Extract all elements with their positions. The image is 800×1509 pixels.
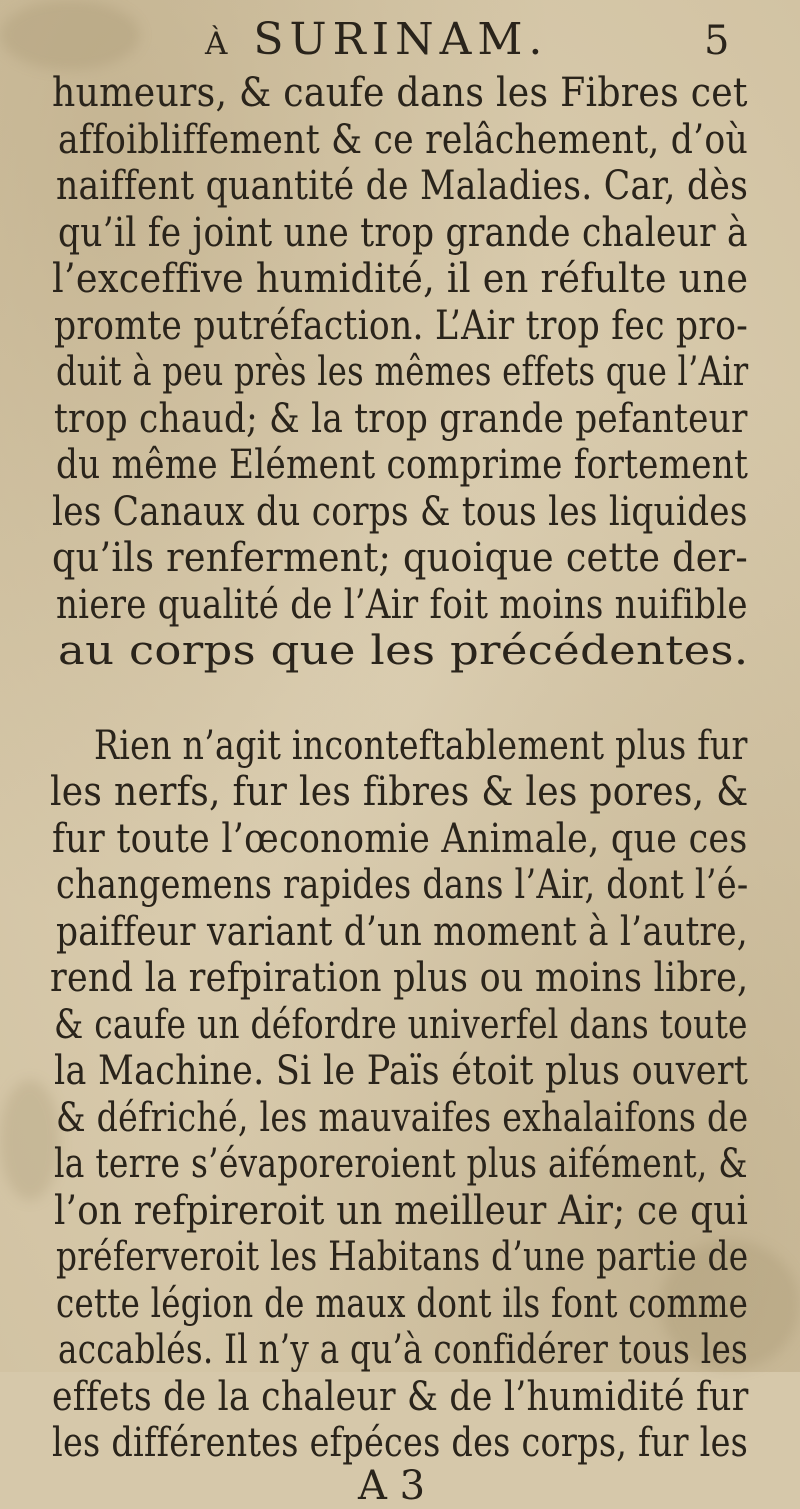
text-line: cette légion de maux dont ils font comme: [56, 1280, 749, 1327]
text-line: Rien n’agit inconteftablement plus fur: [94, 722, 748, 769]
text-line: la Machine. Si le Païs étoit plus ouvert: [54, 1048, 749, 1094]
text-line: effets de la chaleur & de l’humidité fur: [52, 1373, 749, 1420]
page-number: 5: [704, 18, 730, 64]
text-line: promte putréfaction. L’Air trop fec pro-: [54, 302, 749, 349]
text-line: changemens rapides dans l’Air, dont l’é-: [56, 862, 749, 908]
text-line: & défriché, les mauvaifes exhalaifons de: [56, 1094, 749, 1141]
text-line: niere qualité de l’Air foit moins nuifible: [56, 581, 748, 628]
text-line: l’on refpireroit un meilleur Air; ce qui: [54, 1187, 749, 1234]
text-line: duit à peu près les mêmes effets que l’Air: [56, 349, 749, 395]
text-line: paiffeur variant d’un moment à l’autre,: [56, 908, 748, 955]
text-line: affoibliffement & ce relâchement, d’où: [58, 116, 749, 163]
text-line: trop chaud; & la trop grande pefanteur: [54, 395, 748, 442]
text-line: qu’il fe joint une trop grande chaleur à: [58, 209, 748, 256]
text-line: qu’ils renferment; quoique cette der-: [52, 535, 748, 581]
text-line: humeurs, & caufe dans les Fibres cet: [52, 70, 748, 116]
text-line: les Canaux du corps & tous les liquides: [52, 488, 748, 535]
text-line: rend la refpiration plus ou moins libre,: [50, 955, 749, 1001]
text-line: préferveroit les Habitans d’une partie de: [56, 1234, 749, 1280]
text-line: fur toute l’œconomie Animale, que ces: [52, 815, 748, 862]
text-line: au corps que les précédentes.: [58, 628, 749, 674]
text-line: naiffent quantité de Maladies. Car, dès: [56, 163, 749, 209]
text-line: l’exceffive humidité, il en réfulte une: [52, 256, 749, 302]
signature-mark: A 3: [358, 1462, 426, 1509]
text-line: du même Elément comprime fortement: [56, 442, 749, 488]
text-line: & caufe un défordre univerfel dans toute: [54, 1001, 748, 1048]
text-line: accablés. Il n’y a qu’à confidérer tous les: [58, 1327, 749, 1373]
text-line: les différentes efpéces des corps, fur les: [52, 1420, 749, 1466]
text-line: les nerfs, fur les fibres & les pores, &: [50, 769, 749, 815]
text-line: la terre s’évaporeroient plus aifément, &: [54, 1141, 748, 1187]
running-header: [0, 14, 800, 64]
paper-stain: [0, 1080, 60, 1200]
running-title: à SURINAM.: [205, 14, 549, 65]
